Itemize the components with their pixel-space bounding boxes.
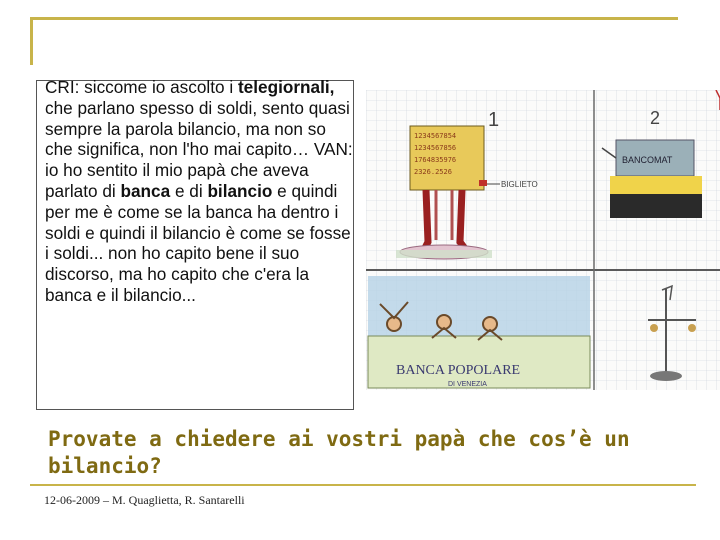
quote-bold-banca: banca <box>120 180 171 201</box>
ticket-label: BIGLIETO <box>501 180 538 189</box>
ticket-row-2: 1234567856 <box>414 144 457 152</box>
quote-part-3: e di <box>170 180 208 201</box>
quote-part-2: che parlano spesso di soldi, sento quasi sempre la parola bilancio, ma non so che significa, non l'ho mai capito… VAN: io ho sentito il mio papà che aveva parlato di <box>45 97 353 201</box>
bancomat-sign: BANCOMAT <box>622 155 673 165</box>
top-rule <box>30 17 678 20</box>
panel-number-2: 2 <box>650 108 661 128</box>
ticket-row-4: 2326.2526 <box>414 168 452 176</box>
child-drawing <box>366 90 720 390</box>
quote-bold-telegiornali: telegiornali, <box>237 77 335 97</box>
quote-box <box>36 77 354 410</box>
left-rule <box>30 17 33 65</box>
bank-name: BANCA POPOLARE <box>396 363 521 378</box>
quote-bold-bilancio: bilancio <box>207 180 273 201</box>
footer-credit: 12-06-2009 – M. Quaglietta, R. Santarelli <box>44 493 245 507</box>
quote-part-1: CRI: siccome io ascolto i <box>45 77 238 97</box>
quote-text <box>45 77 353 306</box>
bottom-rule <box>30 484 696 486</box>
ticket-row-1: 1234567854 <box>414 132 457 140</box>
panel-number-1: 1 <box>488 109 500 131</box>
bank-city: DI VENEZIA <box>448 381 487 388</box>
ticket-row-3: 1764835976 <box>414 156 457 164</box>
headline-question: Provate a chiedere ai vostri papà che cos’è un bilancio? <box>48 427 630 478</box>
quote-part-4: e quindi per me è come se la banca ha dentro i soldi e quindi il bilancio è come se fosse i soldi... non ho capito bene il suo discorso, ma ho capito che c'era la banca e il bilancio... <box>45 180 351 305</box>
